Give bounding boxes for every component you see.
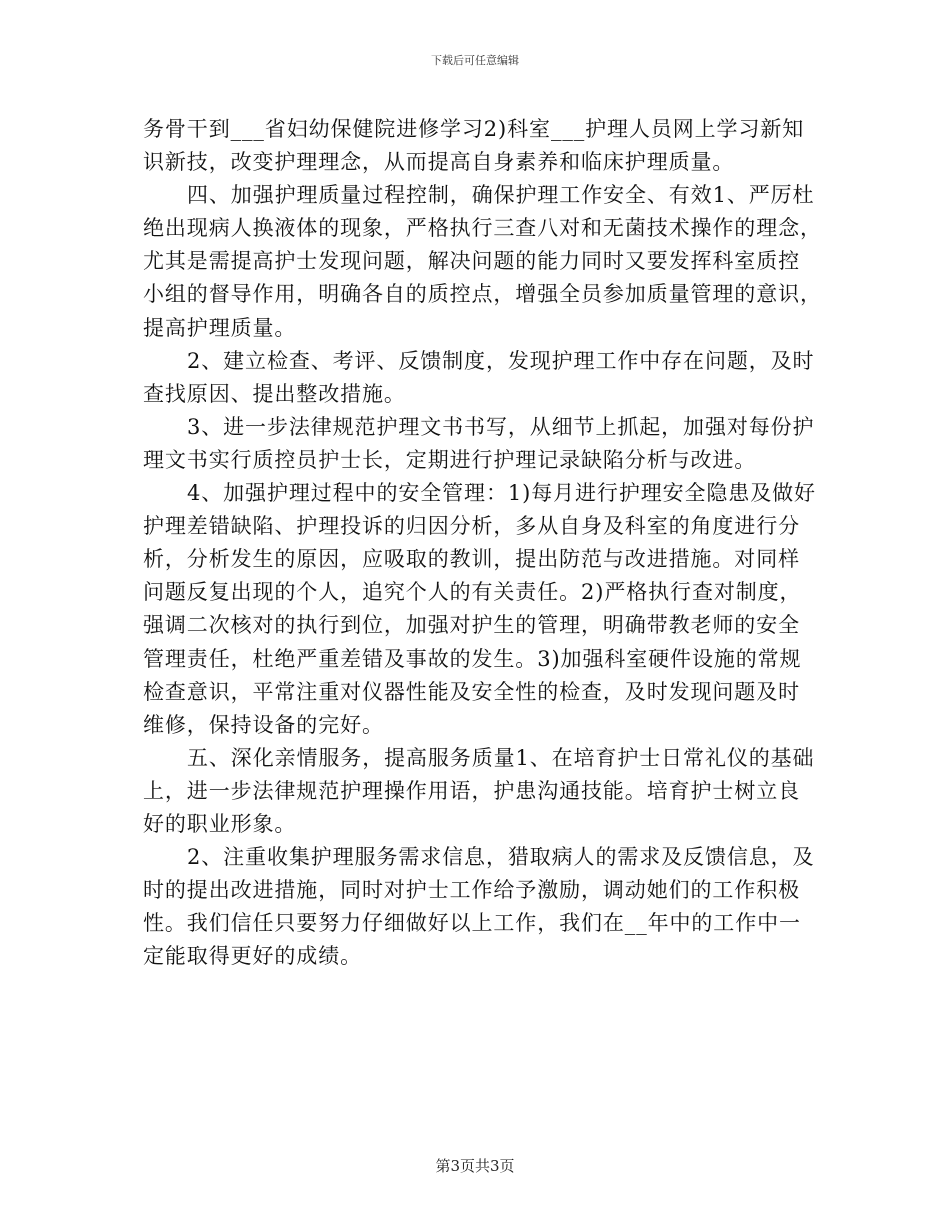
- text-line: 上，进一步法律规范护理操作用语，护患沟通技能。培育护士树立良: [143, 778, 800, 803]
- page-footer: 第3页共3页: [435, 1157, 515, 1175]
- text-line: 定能取得更好的成绩。: [143, 944, 362, 969]
- text-line: 2、注重收集护理服务需求信息，猎取病人的需求及反馈信息，及: [187, 845, 815, 870]
- text-line: 尤其是需提高护士发现问题，解决问题的能力同时又要发挥科室质控: [143, 249, 800, 274]
- text-line: 提高护理质量。: [143, 315, 297, 340]
- text-line: 四、加强护理质量过程控制，确保护理工作安全、有效1、严厉杜: [187, 183, 815, 208]
- text-line: 绝出现病人换液体的现象，严格执行三查八对和无菌技术操作的理念，: [143, 216, 822, 241]
- text-line: 4、加强护理过程中的安全管理：1)每月进行护理安全隐患及做好: [187, 481, 816, 506]
- text-line: 管理责任，杜绝严重差错及事故的发生。3)加强科室硬件设施的常规: [143, 646, 802, 671]
- document-body: [143, 113, 822, 973]
- text-line: 问题反复出现的个人，追究个人的有关责任。2)严格执行查对制度，: [143, 580, 802, 605]
- text-line: 五、深化亲情服务，提高服务质量1、在培育护士日常礼仪的基础: [187, 745, 815, 770]
- text-line: 小组的督导作用，明确各自的质控点，增强全员参加质量管理的意识，: [143, 282, 822, 307]
- text-line: 析，分析发生的原因，应吸取的教训，提出防范与改进措施。对同样: [143, 547, 800, 572]
- text-line: 理文书实行质控员护士长，定期进行护理记录缺陷分析与改进。: [143, 447, 757, 472]
- text-line: 强调二次核对的执行到位，加强对护生的管理，明确带教老师的安全: [143, 613, 800, 638]
- text-line: 时的提出改进措施，同时对护士工作给予激励，调动她们的工作积极: [143, 878, 800, 903]
- text-line: 性。我们信任只要努力仔细做好以上工作，我们在__年中的工作中一: [143, 911, 801, 936]
- text-line: 护理差错缺陷、护理投诉的归因分析，多从自身及科室的角度进行分: [143, 514, 800, 539]
- text-line: 3、进一步法律规范护理文书书写，从细节上抓起，加强对每份护: [187, 414, 815, 439]
- text-line: 2、建立检查、考评、反馈制度，发现护理工作中存在问题，及时: [187, 348, 815, 373]
- text-line: 识新技，改变护理理念，从而提高自身素养和临床护理质量。: [143, 150, 735, 175]
- text-line: 维修，保持设备的完好。: [143, 712, 384, 737]
- text-line: 好的职业形象。: [143, 811, 297, 836]
- text-line: 查找原因、提出整改措施。: [143, 381, 406, 406]
- text-line: 检查意识，平常注重对仪器性能及安全性的检查，及时发现问题及时: [143, 679, 800, 704]
- page-header: 下载后可任意编辑: [431, 54, 519, 67]
- text-line: 务骨干到___省妇幼保健院进修学习2)科室___护理人员网上学习新知: [143, 117, 805, 141]
